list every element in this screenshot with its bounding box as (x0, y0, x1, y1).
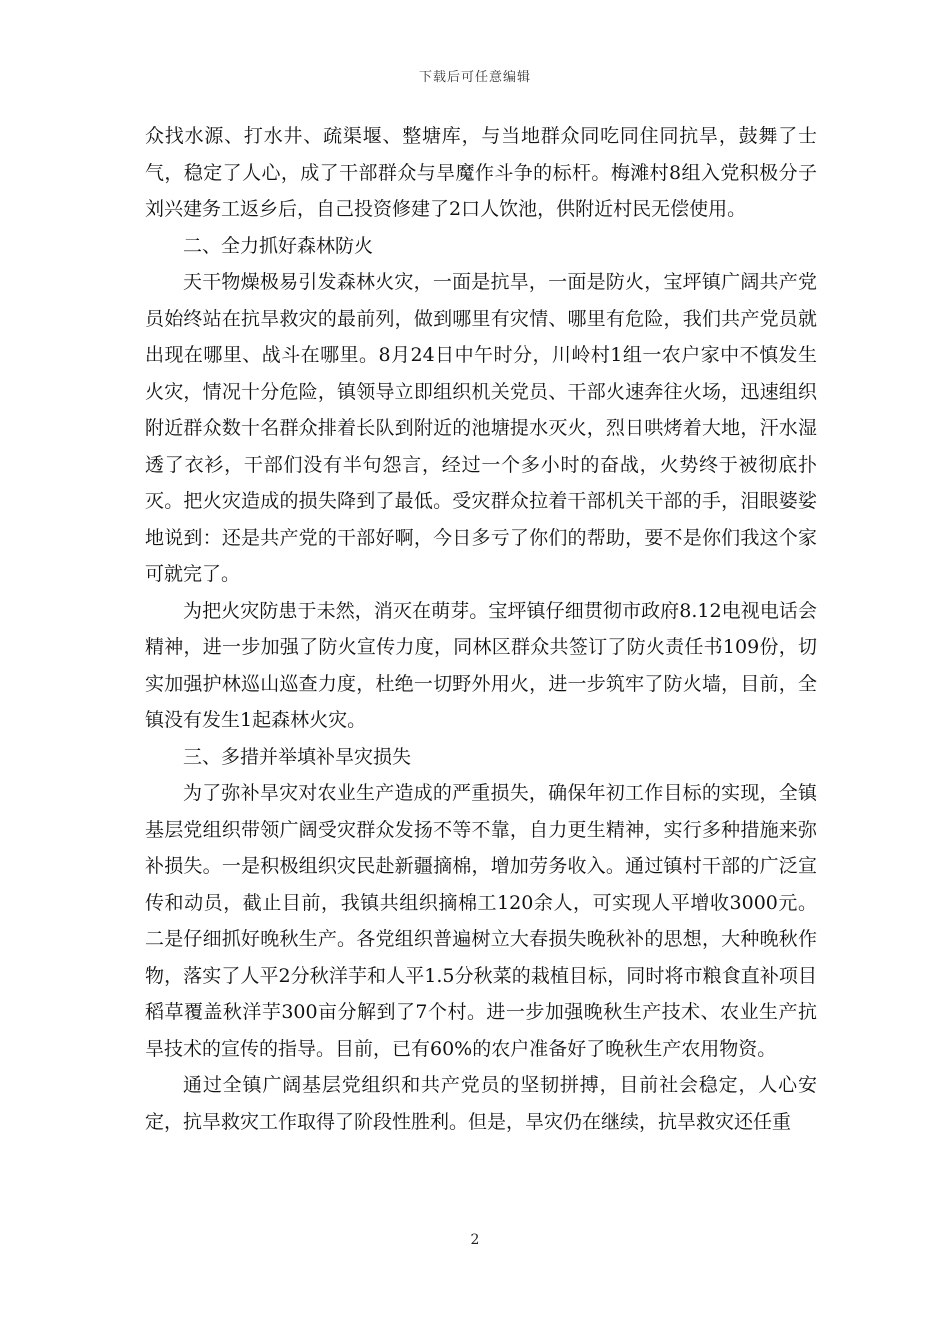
document-body (145, 118, 817, 1140)
page-number: 2 (470, 1232, 480, 1248)
page-header: 下载后可任意编辑 (418, 70, 531, 85)
paragraph-2: 天干物燥极易引发森林火灾，一面是抗旱，一面是防火，宝坪镇广阔共产党员始终站在抗旱救灾的最前列，做到哪里有灾情、哪里有危险，我们共产党员就出现在哪里、战斗在哪里。8月24日中午时分，川岭村1组一农户家中不慎发生火灾，情况十分危险，镇领导立即组织机关党员、干部火速奔往火场，迅速组织附近群众数十名群众排着长队到附近的池塘提水灭火，烈日哄烤着大地，汗水湿透了衣衫，干部们没有半句怨言，经过一个多小时的奋战，火势终于被彻底扑灭。把火灾造成的损失降到了最低。受灾群众拉着干部机关干部的手，泪眼婆娑地说到：还是共产党的干部好啊，今日多亏了你们的帮助，要不是你们我这个家可就完了。 (145, 271, 817, 585)
section-heading-drought-loss: 三、多措并举填补旱灾损失 (183, 745, 412, 768)
section-heading-forest-fire: 二、全力抓好森林防火 (183, 234, 374, 257)
paragraph-4: 为了弥补旱灾对农业生产造成的严重损失，确保年初工作目标的实现，全镇基层党组织带领广阔受灾群众发扬不等不靠，自力更生精神，实行多种措施来弥补损失。一是积极组织灾民赴新疆摘棉，增加劳务收入。通过镇村干部的广泛宣传和动员，截止目前，我镇共组织摘棉工120余人，可实现人平增收3000元。二是仔细抓好晚秋生产。各党组织普遍树立大春损失晚秋补的思想，大种晚秋作物，落实了人平2分秋洋芋和人平1.5分秋菜的栽植目标，同时将市粮食直补项目稻草覆盖秋洋芋300亩分解到了7个村。进一步加强晚秋生产技术、农业生产抗旱技术的宣传的指导。目前，已有60%的农户准备好了晚秋生产农用物资。 (145, 782, 817, 1060)
paragraph-5: 通过全镇广阔基层党组织和共产党员的坚韧拼搏，目前社会稳定，人心安定，抗旱救灾工作取得了阶段性胜利。但是，旱灾仍在继续，抗旱救灾还任重 (145, 1074, 817, 1133)
paragraph-1: 众找水源、打水井、疏渠堰、整塘库，与当地群众同吃同住同抗旱，鼓舞了士气，稳定了人心，成了干部群众与旱魔作斗争的标杆。梅滩村8组入党积极分子刘兴建务工返乡后，自己投资修建了2口人饮池，供附近村民无偿使用。 (145, 125, 817, 220)
paragraph-3: 为把火灾防患于未然，消灭在萌芽。宝坪镇仔细贯彻市政府8.12电视电话会精神，进一步加强了防火宣传力度，同林区群众共签订了防火责任书109份，切实加强护林巡山巡查力度，杜绝一切野外用火，进一步筑牢了防火墙，目前，全镇没有发生1起森林火灾。 (145, 599, 817, 731)
